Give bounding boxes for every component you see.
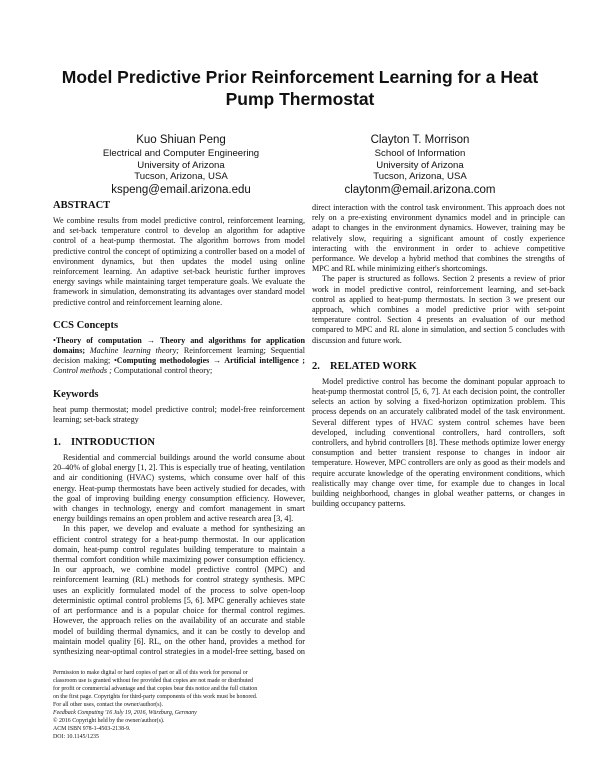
ccs-heading: CCS Concepts: [53, 319, 119, 331]
keywords-text: heat pump thermostat; model predictive control; model-free reinforcement learning; set-back strategy: [53, 404, 305, 424]
author-name: Kuo Shiuan Peng: [136, 134, 226, 146]
abstract-text: We combine results from model predictive control, reinforcement learning, and set-back temperature control to develop an algorithm for adaptive control of a heat-pump thermostat. The algorithm borrows from model predictive control the concept of optimizing a controller based on a model of environment dynamics, but then updates the model using online reinforcement learning. An adaptive set-back heuristic further improves energy savings while maintaining target temperature goals. We evaluate the framework in simulation, demonstrating its advantages over standard model predictive control and reinforcement learning alone.: [53, 216, 305, 307]
author-block-1: [61, 133, 301, 197]
ccs-concept-rest: Computational control theory;: [113, 366, 213, 376]
author-block-2: [300, 133, 540, 197]
ccs-concept-italic: Control methods ;: [53, 366, 112, 376]
ccs-concept-rest: Reinforcement learning; Sequential decision making;: [53, 346, 305, 366]
ccs-concept-italic: Machine learning theory;: [89, 346, 180, 356]
venue-line: Feedback Computing '16 July 19, 2016, Würzburg, Germany: [53, 710, 197, 716]
permission-line: For all other uses, contact the owner/author(s).: [53, 702, 163, 708]
author-email: claytonm@email.arizona.com: [344, 183, 496, 196]
intro-paragraph-3: The paper is structured as follows. Section 2 presents a review of prior work in model predictive control, reinforcement learning, and set-back control as applied to heat-pump thermostats. In section 3 we present our approach, which combines a model predictive prior with set-point temperature control. Section 4 presents an evaluation of our method compared to MPC and RL alone in simulation, and section 5 concludes with discussion and future work.: [312, 274, 565, 345]
intro-paragraph-2-continued-text: direct interaction with the control task environment. This approach does not rely on a pre-existing environment dynamics model and in principle can adapt to changes in the environment dynamics. However, training may be relatively slow, requiring a significant amount of costly experience interacting with the environment in order to achieve competitive performance. We develop a hybrid method that combines the strengths of MPC and RL while minimizing either's shortcomings.: [312, 203, 565, 274]
ccs-concept-bold: Computing methodologies → Artificial intelligence ;: [116, 356, 305, 366]
abstract-heading: ABSTRACT: [53, 200, 111, 211]
copyright-line: © 2016 Copyright held by the owner/author(s).: [53, 718, 165, 724]
author-location: Tucson, Arizona, USA: [373, 171, 467, 182]
paper-title: Model Predictive Prior Reinforcement Learning for a Heat Pump Thermostat: [61, 67, 539, 109]
keywords-heading: Keywords: [53, 388, 99, 400]
ccs-text: •Theory of computation → Theory and algorithms for application domains; Machine learning theory; Reinforcement learning; Sequential decision making; •Computing methodologies → Artificial intelligence ; Control methods ; Computational control theory;: [53, 335, 305, 376]
right-column: [312, 203, 565, 509]
section-heading-related-work: 2. RELATED WORK: [312, 360, 417, 372]
ccs-concept-bold: Theory of computation → Theory and algorithms for application domains;: [53, 335, 305, 356]
author-affiliation: School of Information: [374, 148, 466, 159]
related-paragraph-1: Model predictive control has become the dominant popular approach to heat-pump thermostat control [5, 6, 7]. At each decision point, the controller selects an action by solving a fixed-horizon optimization problem. This process depends on an accurately calibrated model of the task environment. Several different types of HVAC system control schemes have been developed, including conventional controllers, hard controllers, soft controllers, and hybrid controllers [8]. These methods optimize lower energy consumption and better transient response to changes in indoor air temperature. However, MPC controllers are only as good as their models and require accurate knowledge of the operating environment conditions, which realistically may change over time, for example due to changes in local building neighborhood, changes in global weather patterns, or changes in building occupancy patterns.: [312, 376, 565, 509]
copyright-footnote: [53, 669, 303, 741]
permission-line: on the first page. Copyrights for third-party components of this work must be honored.: [53, 694, 258, 700]
isbn-line: ACM ISBN 978-1-4503-2138-9.: [53, 726, 131, 732]
author-institution: University of Arizona: [376, 159, 464, 171]
doi-line: DOI: 10.1145/1235: [53, 734, 99, 740]
section-heading-introduction: 1. INTRODUCTION: [53, 437, 156, 449]
permission-line: Permission to make digital or hard copies of part or all of this work for personal or: [53, 670, 248, 676]
author-institution: University of Arizona: [137, 159, 225, 171]
author-name: Clayton T. Morrison: [370, 134, 470, 146]
author-affiliation: Electrical and Computer Engineering: [102, 148, 260, 159]
permission-line: classroom use is granted without fee provided that copies are not made or distributed: [53, 678, 254, 684]
author-email: kspeng@email.arizona.edu: [111, 183, 251, 196]
intro-paragraph-2: In this paper, we develop and evaluate a method for synthesizing an efficient control strategy for a heat-pump thermostat. In our application domain, heat-pump control regulates building temperature to maintain a thermal comfort condition while maximizing power consumption efficiency. In our approach, we combine model predictive control (MPC) and reinforcement learning (RL) methods for control strategy synthesis. MPC uses an explicitly formulated model of the process to solve open-loop deterministic optimal control problems [5, 6]. MPC generally achieves state of art performance and is a popular choice for thermal control regimes. However, the approach relies on the availability of an accurate and stable model of building thermal dynamics, and it can be costly to develop and maintain model quality [6]. RL, on the other hand, provides a method for synthesizing near-optimal control strategies in a model-free setting, based on: [53, 524, 305, 656]
author-location: Tucson, Arizona, USA: [134, 171, 228, 182]
permission-line: for profit or commercial advantage and that copies bear this notice and the full citation: [53, 686, 258, 692]
left-column: [53, 199, 305, 657]
intro-paragraph-1: Residential and commercial buildings around the world consume about 20–40% of global energy [1, 2]. This is especially true of heating, ventilation and air conditioning (HVAC) systems, which consume over half of this energy. Heat-pump thermostats have been actively studied for decades, with the goal of improving building energy consumption efficiency. However, with changes in technology, energy and comfort management in smart energy buildings remains an open problem and active research area [3, 4].: [53, 453, 305, 524]
